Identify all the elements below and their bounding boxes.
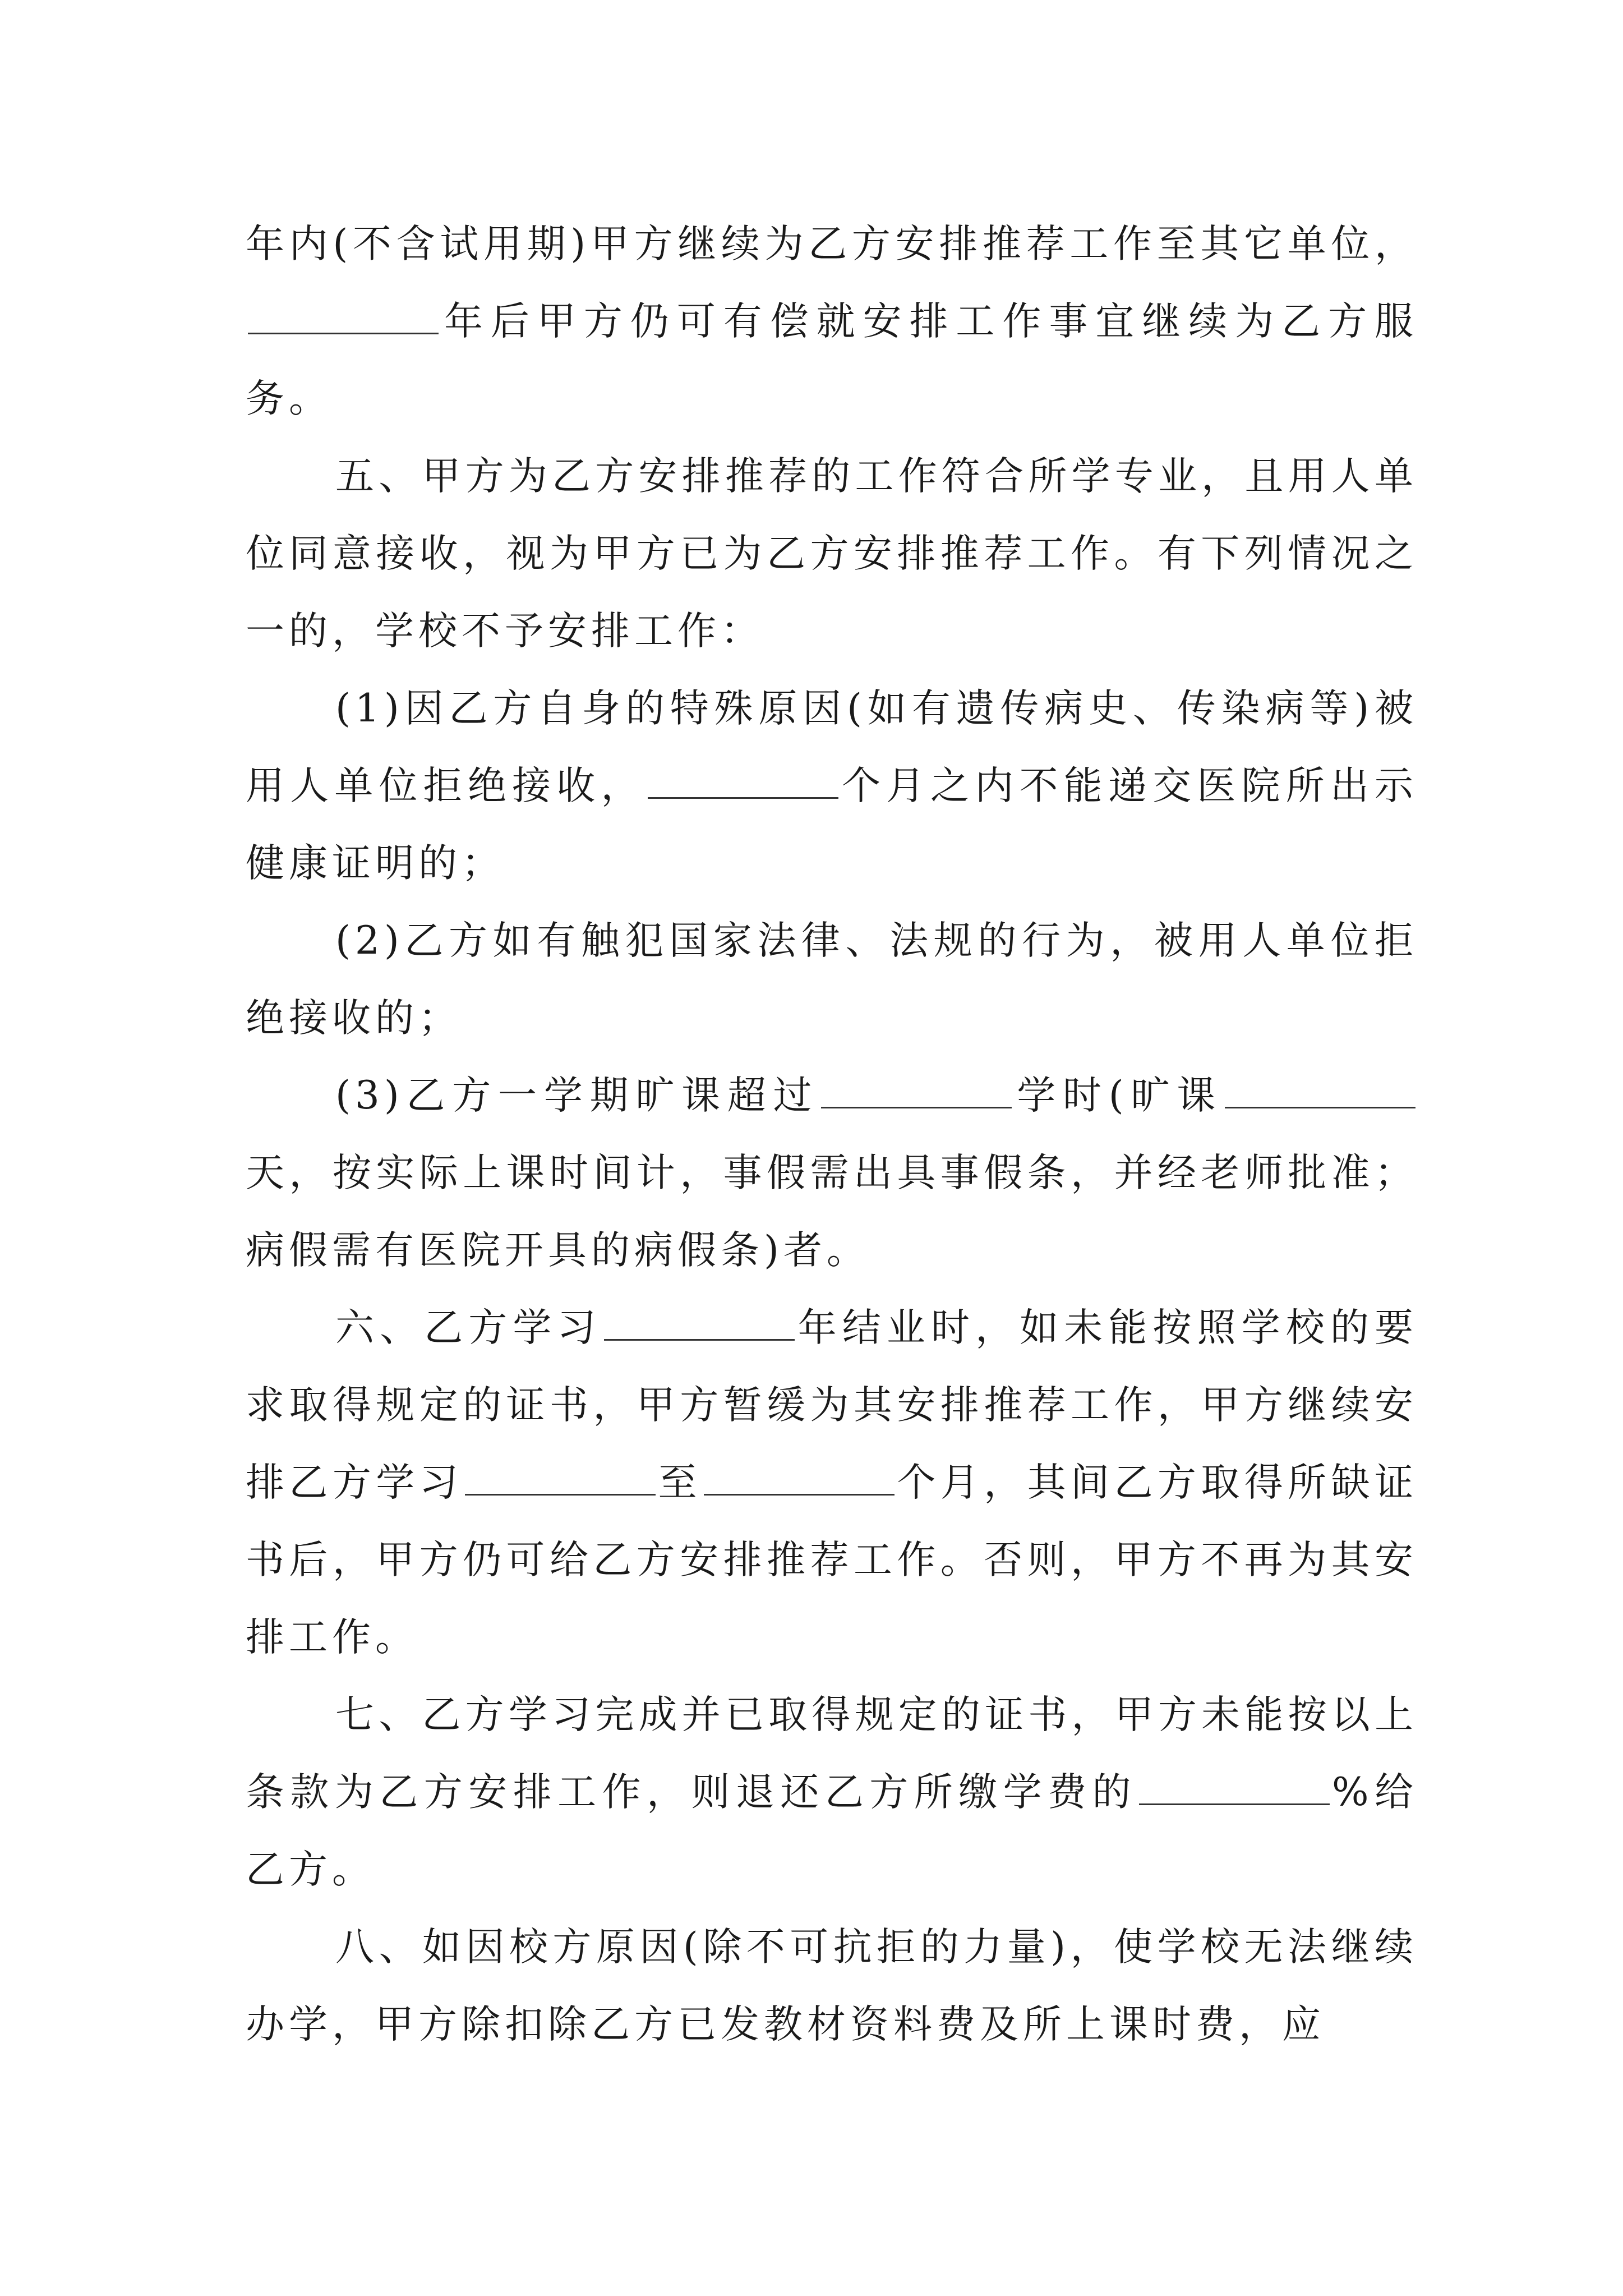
paragraph-text: 学时(旷课 bbox=[1014, 1073, 1223, 1118]
paragraph-p5 bbox=[246, 438, 1418, 670]
fill-in-blank[interactable] bbox=[465, 1461, 656, 1496]
fill-in-blank[interactable] bbox=[704, 1461, 895, 1496]
paragraph-text: 至 bbox=[658, 1460, 702, 1505]
document-body bbox=[246, 205, 1418, 2063]
paragraph-text: 个月之内不能递交医院所出示健康证明的； bbox=[246, 763, 1418, 886]
paragraph-text: 年内(不含试用期)甲方继续为乙方安排推荐工作至其它单位， bbox=[246, 222, 1418, 266]
fill-in-blank[interactable] bbox=[648, 765, 838, 799]
paragraph-p5_3 bbox=[246, 1057, 1418, 1289]
paragraph-text: 年后甲方仍可有偿就安排工作事宜继续为乙方服务。 bbox=[246, 299, 1418, 421]
fill-in-blank[interactable] bbox=[1139, 1771, 1330, 1805]
paragraph-text: 天，按实际上课时间计，事假需出具事假条，并经老师批准；病假需有医院开具的病假条)者。 bbox=[246, 1151, 1418, 1273]
paragraph-text: 个月，其间乙方取得所缺证书后，甲方仍可给乙方安排推荐工作。否则，甲方不再为其安排工作。 bbox=[246, 1460, 1418, 1660]
paragraph-text: (3)乙方一学期旷课超过 bbox=[335, 1073, 819, 1118]
paragraph-p8 bbox=[246, 1908, 1418, 2063]
fill-in-blank[interactable] bbox=[821, 1074, 1012, 1108]
paragraph-text: 八、如因校方原因(除不可抗拒的力量)，使学校无法继续办学，甲方除扣除乙方已发教材资料费及所上课时费，应 bbox=[246, 1925, 1418, 2047]
paragraph-text: 七、乙方学习完成并已取得规定的证书，甲方未能按以上条款为乙方安排工作，则退还乙方所缴学费的 bbox=[246, 1692, 1418, 1815]
paragraph-p_cont bbox=[246, 205, 1418, 438]
fill-in-blank[interactable] bbox=[248, 300, 439, 334]
paragraph-p6 bbox=[246, 1289, 1418, 1676]
fill-in-blank[interactable] bbox=[604, 1306, 795, 1341]
paragraph-text: (2)乙方如有触犯国家法律、法规的行为，被用人单位拒绝接收的； bbox=[246, 918, 1418, 1041]
paragraph-p5_1 bbox=[246, 670, 1418, 902]
paragraph-text: 六、乙方学习 bbox=[335, 1305, 602, 1350]
paragraph-p5_2 bbox=[246, 902, 1418, 1057]
paragraph-text: (1)因乙方自身的特殊原因(如有遗传病史、传染病等)被用人单位拒绝接收， bbox=[246, 686, 1418, 808]
paragraph-text: 年结业时，如未能按照学校的要求取得规定的证书，甲方暂缓为其安排推荐工作，甲方继续安排乙方学习 bbox=[246, 1305, 1418, 1505]
fill-in-blank[interactable] bbox=[1225, 1074, 1415, 1108]
paragraph-text: 五、甲方为乙方安排推荐的工作符合所学专业，且用人单位同意接收，视为甲方已为乙方安排推荐工作。有下列情况之一的，学校不予安排工作： bbox=[246, 454, 1418, 654]
paragraph-text: %给乙方。 bbox=[246, 1770, 1418, 1892]
paragraph-p7 bbox=[246, 1676, 1418, 1908]
